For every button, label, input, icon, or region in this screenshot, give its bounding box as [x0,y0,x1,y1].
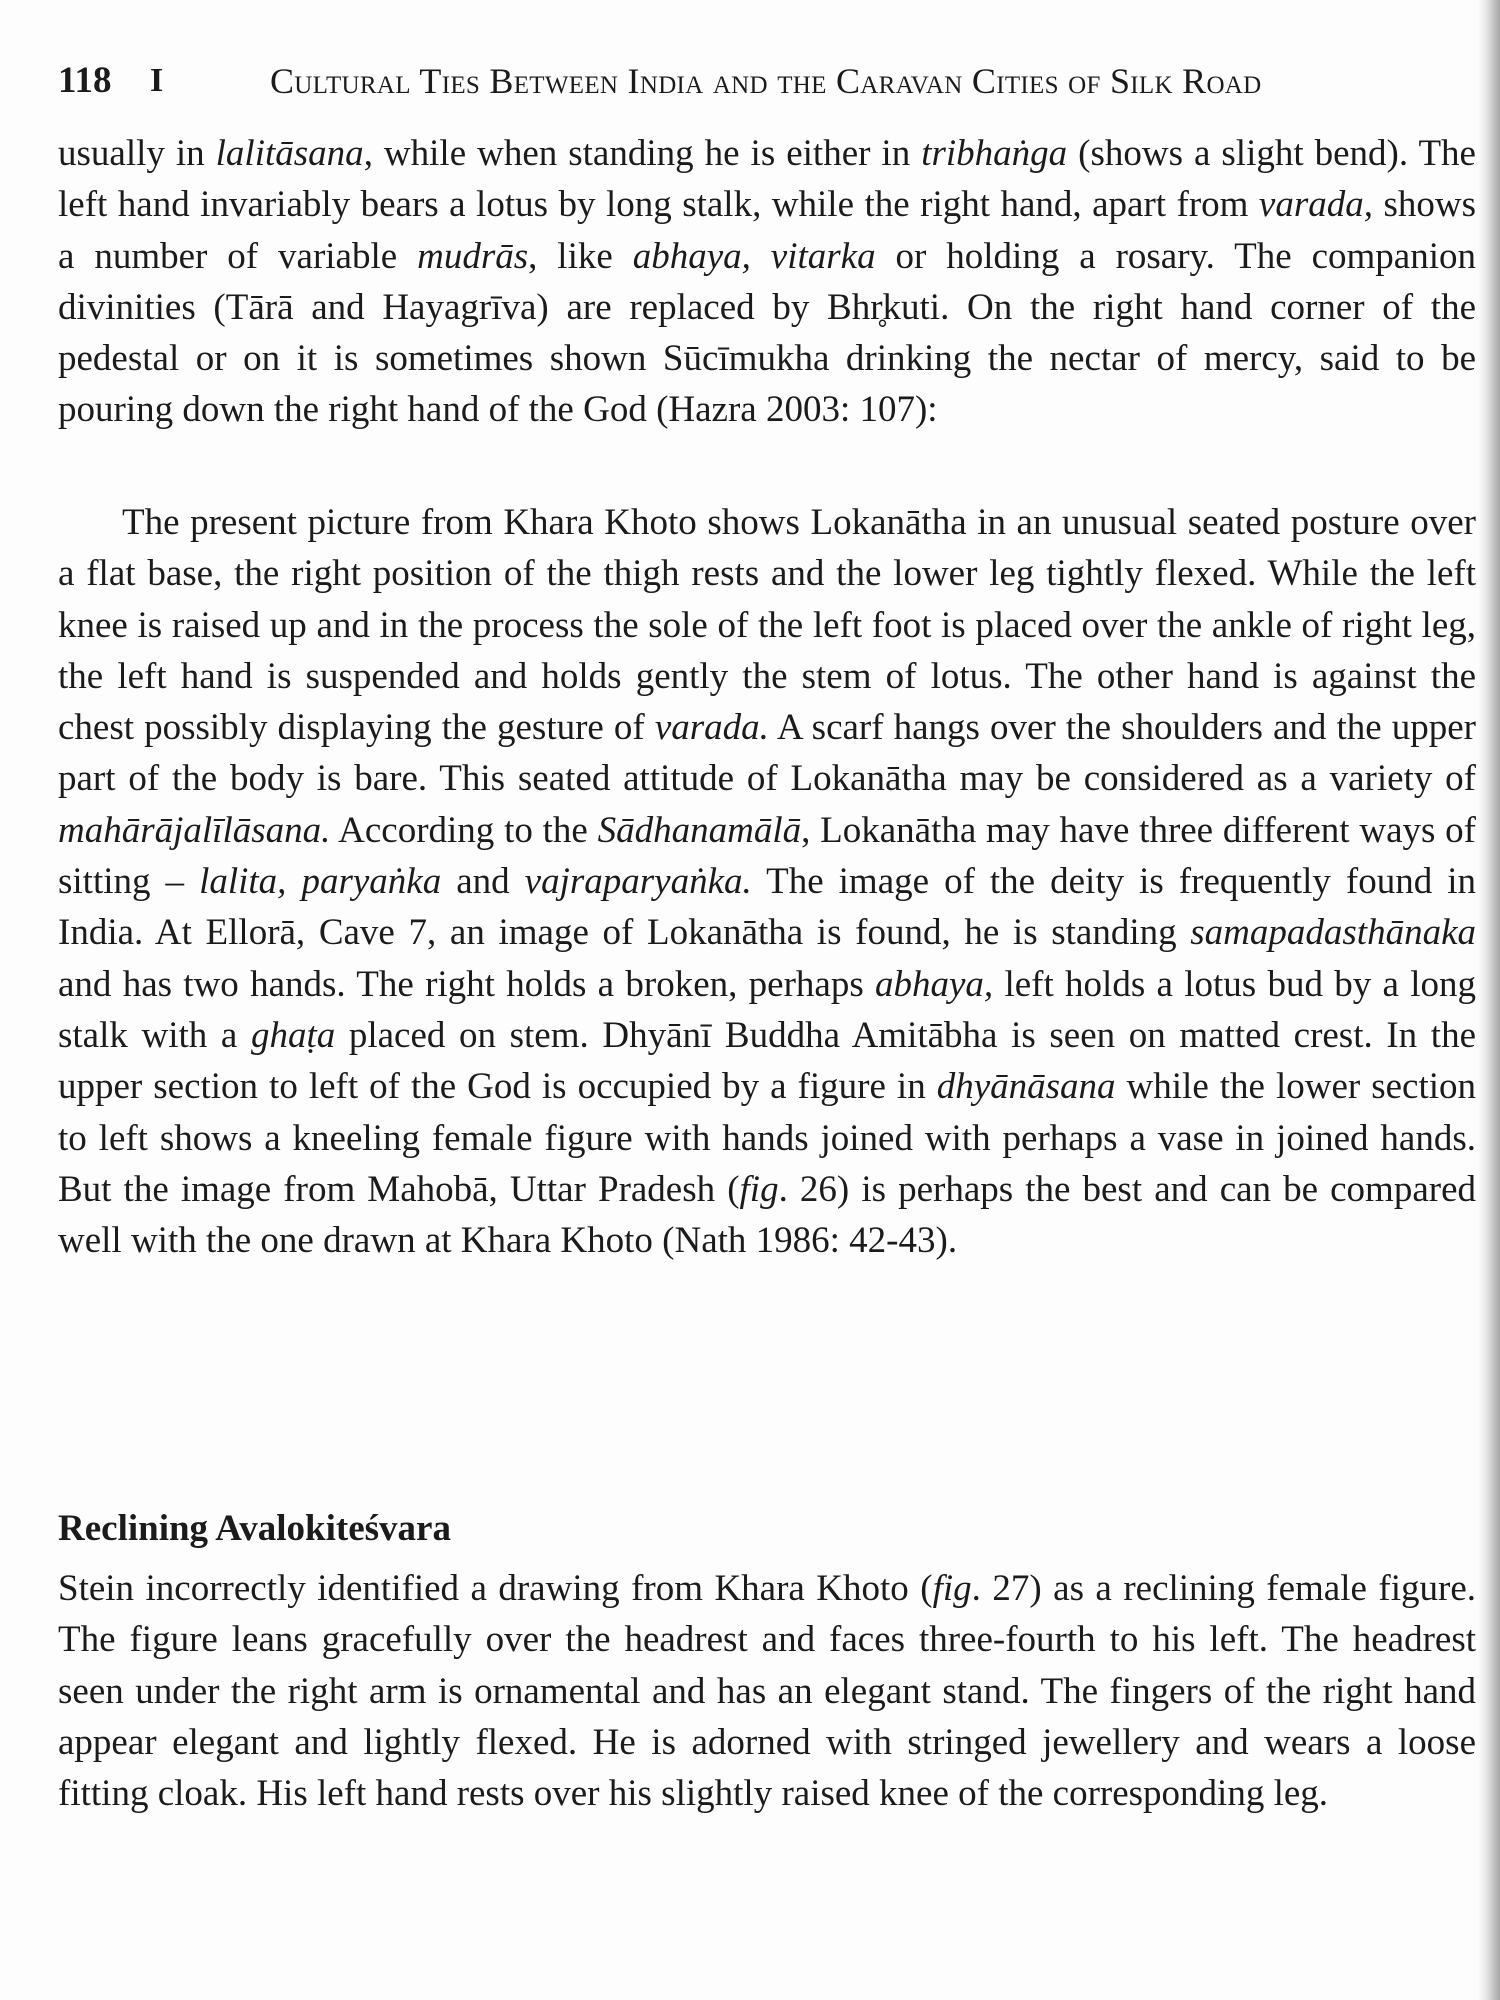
body-paragraph-2 [58,497,1476,1266]
header-separator: I [150,62,164,99]
body-paragraph-3 [58,1563,1476,1819]
paragraph-text: The present picture from Khara Khoto shows Lokanātha in an unusual seated posture over a flat base, the right position of the thigh rests and the lower leg tightly flexed. While the left knee is raised up and in the process the sole of the left foot is placed over the ankle of right leg, the left hand is suspended and holds gently the stem of lotus. The other hand is against the chest possibly displaying the gesture of varada. A scarf hangs over the shoulders and the upper part of the body is bare. This seated attitude of Lokanātha may be considered as a variety of mahārājalīlāsana. According to the Sādhanamālā, Lokanātha may have three different ways of sitting – lalita, paryaṅka and vajraparyaṅka. The image of the deity is frequently found in India. At Ellorā, Cave 7, an image of Lokanātha is found, he is standing samapadasthānaka and has two hands. The right holds a broken, perhaps abhaya, left holds a lotus bud by a long stalk with a ghaṭa placed on stem. Dhyānī Buddha Amitābha is seen on matted crest. In the upper section to left of the God is occupied by a figure in dhyānāsana while the lower section to left shows a kneeling female figure with hands joined with perhaps a vase in joined hands. But the image from Mahobā, Uttar Pradesh (fig. 26) is perhaps the best and can be compared well with the one drawn at Khara Khoto (Nath 1986: 42-43). [58,502,1477,1262]
page-gutter-shadow [1478,0,1500,2000]
running-title: Cultural Ties Between India and the Caravan Cities of Silk Road [270,61,1262,101]
page-number: 118 [58,60,112,101]
paragraph-text: usually in lalitāsana, while when standing he is either in tribhaṅga (shows a slight bend). The left hand invariably bears a lotus by long stalk, while the right hand, apart from varada, shows a number of variable mudrās, like abhaya, vitarka or holding a rosary. The companion divinities (Tārā and Hayagrīva) are replaced by Bhr̥kuti. On the right hand corner of the pedestal or on it is sometimes shown Sūcīmukha drinking the nectar of mercy, said to be pouring down the right hand of the God (Hazra 2003: 107): [58,133,1476,431]
paragraph-text: Stein incorrectly identified a drawing from Khara Khoto (fig. 27) as a reclining female figure. The figure leans gracefully over the headrest and faces three-fourth to his left. The headrest seen under the right arm is ornamental and has an elegant stand. The fingers of the right hand appear elegant and lightly flexed. He is adorned with stringed jewellery and wears a loose fitting cloak. His left hand rests over his slightly raised knee of the corresponding leg. [58,1568,1476,1815]
page-header [58,56,1478,106]
body-paragraph-1 [58,128,1476,436]
section-heading: Reclining Avalokiteśvara [58,1508,451,1549]
